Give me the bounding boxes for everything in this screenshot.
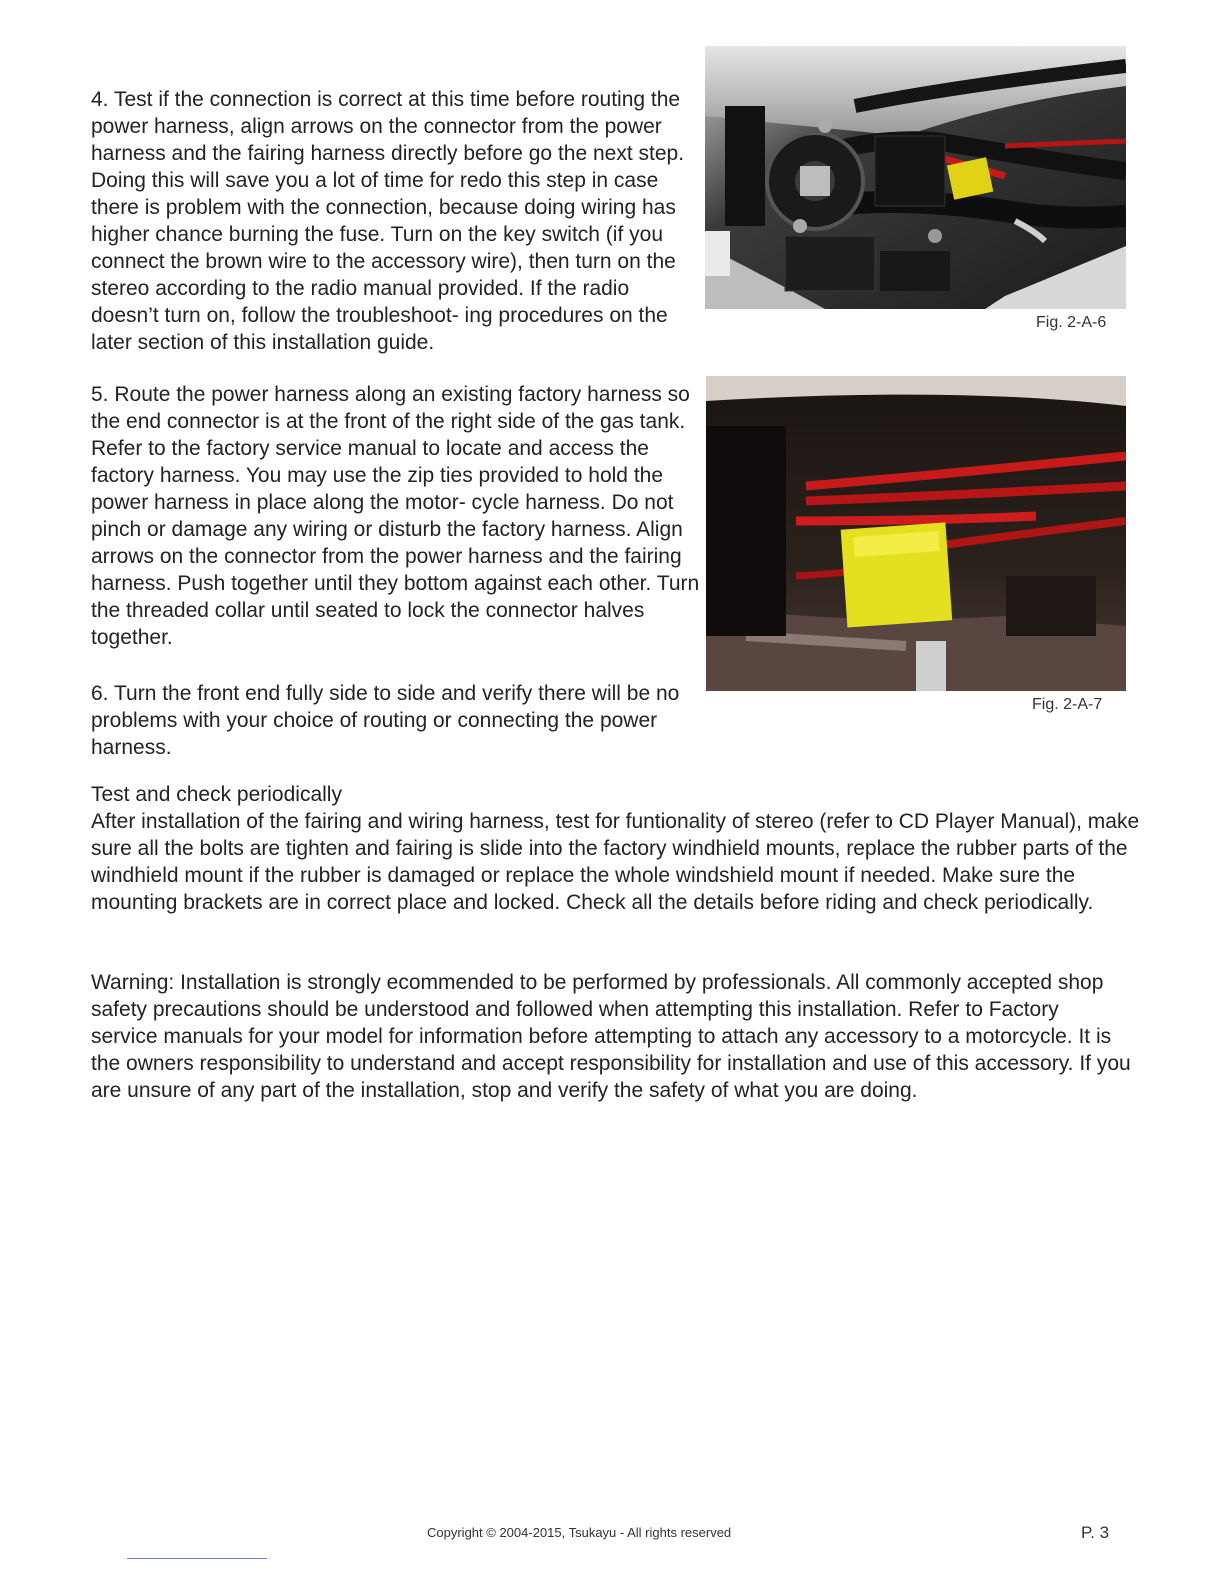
warning-text: Warning: Installation is strongly ecommended to be performed by professionals. All commonly accepted shop safety precautions should be understood and followed when attempting this installation. Refer to Factory service manuals for your model for information before attempting to attach any accessory to a motorcycle. It is the owners responsibility to understand and accept responsibility for installation and use of this accessory. If you are unsure of any part of the installation, stop and verify the safety of what you are doing. [91,971,1131,1102]
step-6-text: 6. Turn the front end fully side to side and verify there will be no problems with your choice of routing or connecting the power harness. [91,682,680,759]
wiring-connector-photo-image [705,46,1126,309]
figure-2-a-6-photo [705,46,1126,309]
footer-rule [127,1558,267,1559]
figure-2-a-7-caption: Fig. 2-A-7 [1032,696,1103,713]
step-4-text: 4. Test if the connection is correct at this time before routing the power harness, align arrows on the connector from the power harness and the fairing harness directly before go the next step. Doing this will save you a lot of time for redo this step in case there is problem with the connection, because doing wiring has higher chance burning the fuse. Turn on the key switch (if you connect the brown wire to the accessory wire), then turn on the stereo according to the radio manual provided. If the radio doesn’t turn on, follow the troubleshoot- ing procedures on the later section of this installation guide. [91,88,685,354]
step-5-text: 5. Route the power harness along an existing factory harness so the end connector is at the front of the right side of the gas tank. Refer to the factory service manual to locate and access the factory harness. You may use the zip ties provided to hold the power harness in place along the motor- cycle harness. Do not pinch or damage any wiring or disturb the factory harness. Align arrows on the connector from the power harness and the fairing harness. Push together until they bottom against each other. Turn the threaded collar until seated to lock the connector halves together. [91,383,700,649]
page-number: P. 3 [1081,1523,1110,1542]
test-section-heading: Test and check periodically [91,783,342,806]
footer-copyright: Copyright © 2004-2015, Tsukayu - All rights reserved [427,1525,732,1540]
yellow-connector-photo-image [706,376,1126,691]
figure-2-a-6-caption: Fig. 2-A-6 [1036,314,1107,331]
figure-2-a-7-photo [706,376,1126,691]
test-section-body: After installation of the fairing and wiring harness, test for funtionality of stereo (refer to CD Player Manual), make sure all the bolts are tighten and fairing is slide into the factory windhield mounts, replace the rubber parts of the windhield mount if the rubber is damaged or replace the whole windshield mount if needed. Make sure the mounting brackets are in correct place and locked. Check all the details before riding and check periodically. [91,810,1140,914]
